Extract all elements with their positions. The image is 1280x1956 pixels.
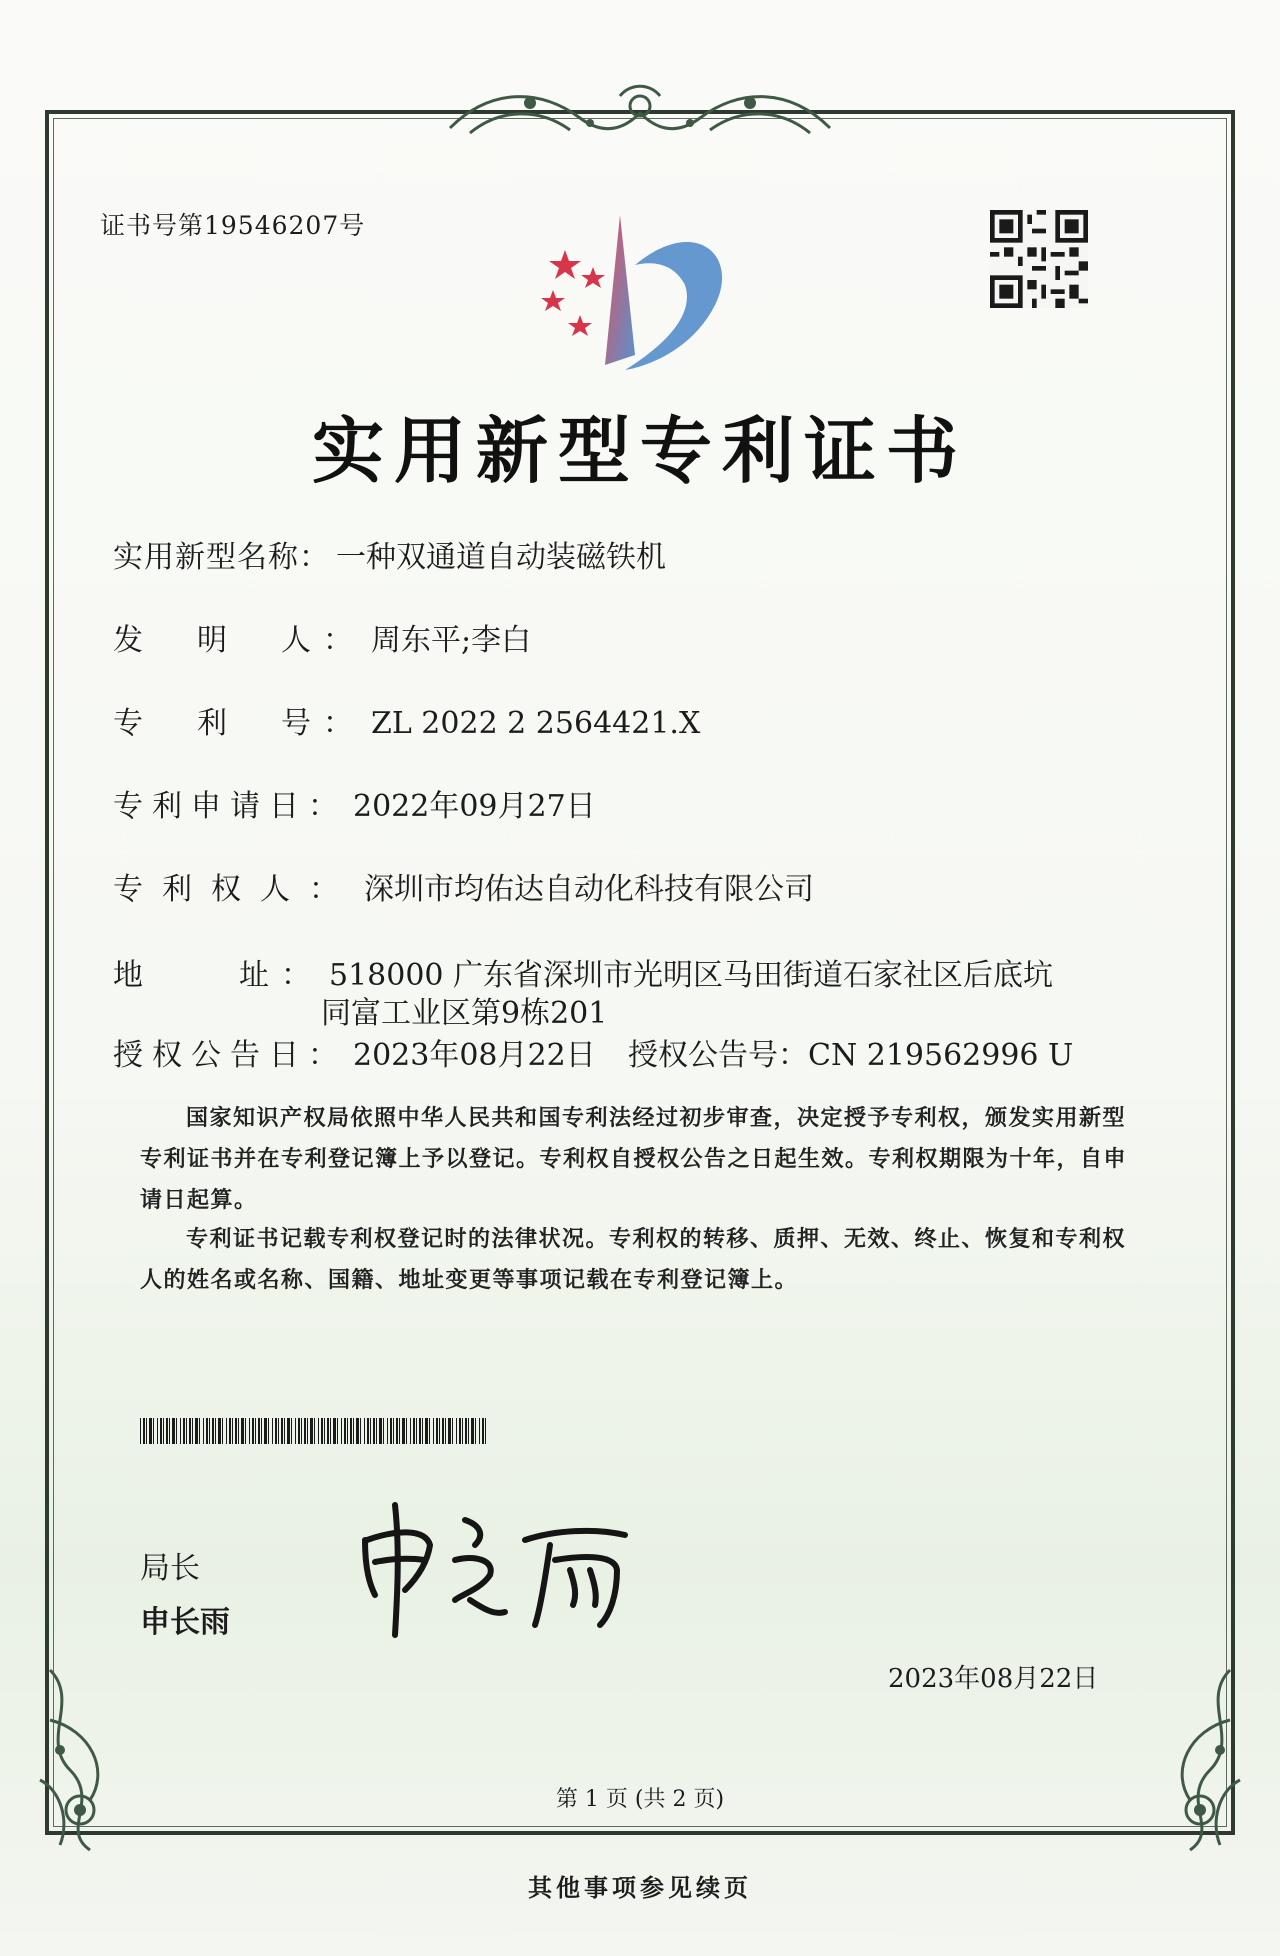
- signed-date: 2023年08月22日: [888, 1664, 1099, 1694]
- field-patent-no-label: 专 利 号：: [113, 706, 365, 741]
- field-application-date-value: 2022年09月27日: [353, 789, 596, 824]
- field-patent-no: [113, 698, 700, 742]
- field-patentee-value: 深圳市均佑达自动化科技有限公司: [364, 872, 814, 907]
- director-name: 申长雨: [140, 1605, 230, 1640]
- field-grant-no: [628, 1030, 1073, 1074]
- qr-code-icon: [990, 210, 1088, 308]
- field-address-line2: 同富工业区第9栋201: [321, 996, 608, 1031]
- field-grant-no-value: CN 219562996 U: [808, 1038, 1074, 1073]
- field-grant-date-label: 授权公告日：: [113, 1038, 347, 1073]
- director-title: 局长: [140, 1551, 200, 1586]
- cnipa-logo-icon: [525, 205, 745, 380]
- field-inventor: [113, 615, 531, 659]
- field-address-label: 地 址：: [113, 958, 323, 993]
- field-grant-date-value: 2023年08月22日: [353, 1038, 596, 1073]
- field-grant-no-label: 授权公告号：: [628, 1038, 808, 1073]
- certificate-number: 证书号第19546207号: [100, 211, 366, 240]
- field-application-date: [113, 781, 596, 825]
- paragraph-2: 专利证书记载专利权登记时的法律状况。专利权的转移、质押、无效、终止、恢复和专利权人的姓名或名称、国籍、地址变更等事项记载在专利登记簿上。: [140, 1226, 1127, 1293]
- barcode-icon: [140, 1418, 490, 1444]
- page-number: 第 1 页 (共 2 页): [555, 1787, 725, 1812]
- bottom-right-ornament-icon: [1120, 1660, 1260, 1860]
- field-patent-no-value: ZL 2022 2 2564421.X: [371, 706, 701, 741]
- field-name: [113, 532, 666, 576]
- paragraph-1: 国家知识产权局依照中华人民共和国专利法经过初步审查，决定授予专利权，颁发实用新型专利证书并在专利登记簿上予以登记。专利权自授权公告之日起生效。专利权期限为十年，自申请日起算。: [140, 1105, 1128, 1213]
- field-inventor-label: 发 明 人：: [113, 623, 365, 658]
- field-patentee: [113, 864, 814, 908]
- field-name-label: 实用新型名称：: [113, 540, 330, 575]
- top-ornament-icon: [430, 78, 850, 148]
- field-name-value: 一种双通道自动装磁铁机: [336, 540, 666, 575]
- field-grant-date: [113, 1030, 596, 1074]
- footer-note: 其他事项参见续页: [528, 1873, 752, 1902]
- field-application-date-label: 专利申请日：: [113, 789, 347, 824]
- field-patentee-label: 专利权人：: [113, 872, 358, 907]
- page-title: 实用新型专利证书: [311, 408, 968, 493]
- field-inventor-value: 周东平;李白: [371, 623, 532, 658]
- bottom-left-ornament-icon: [20, 1660, 160, 1860]
- field-address-value: 518000 广东省深圳市光明区马田街道石家社区后底坑: [329, 958, 1054, 993]
- signature-icon: [355, 1500, 655, 1640]
